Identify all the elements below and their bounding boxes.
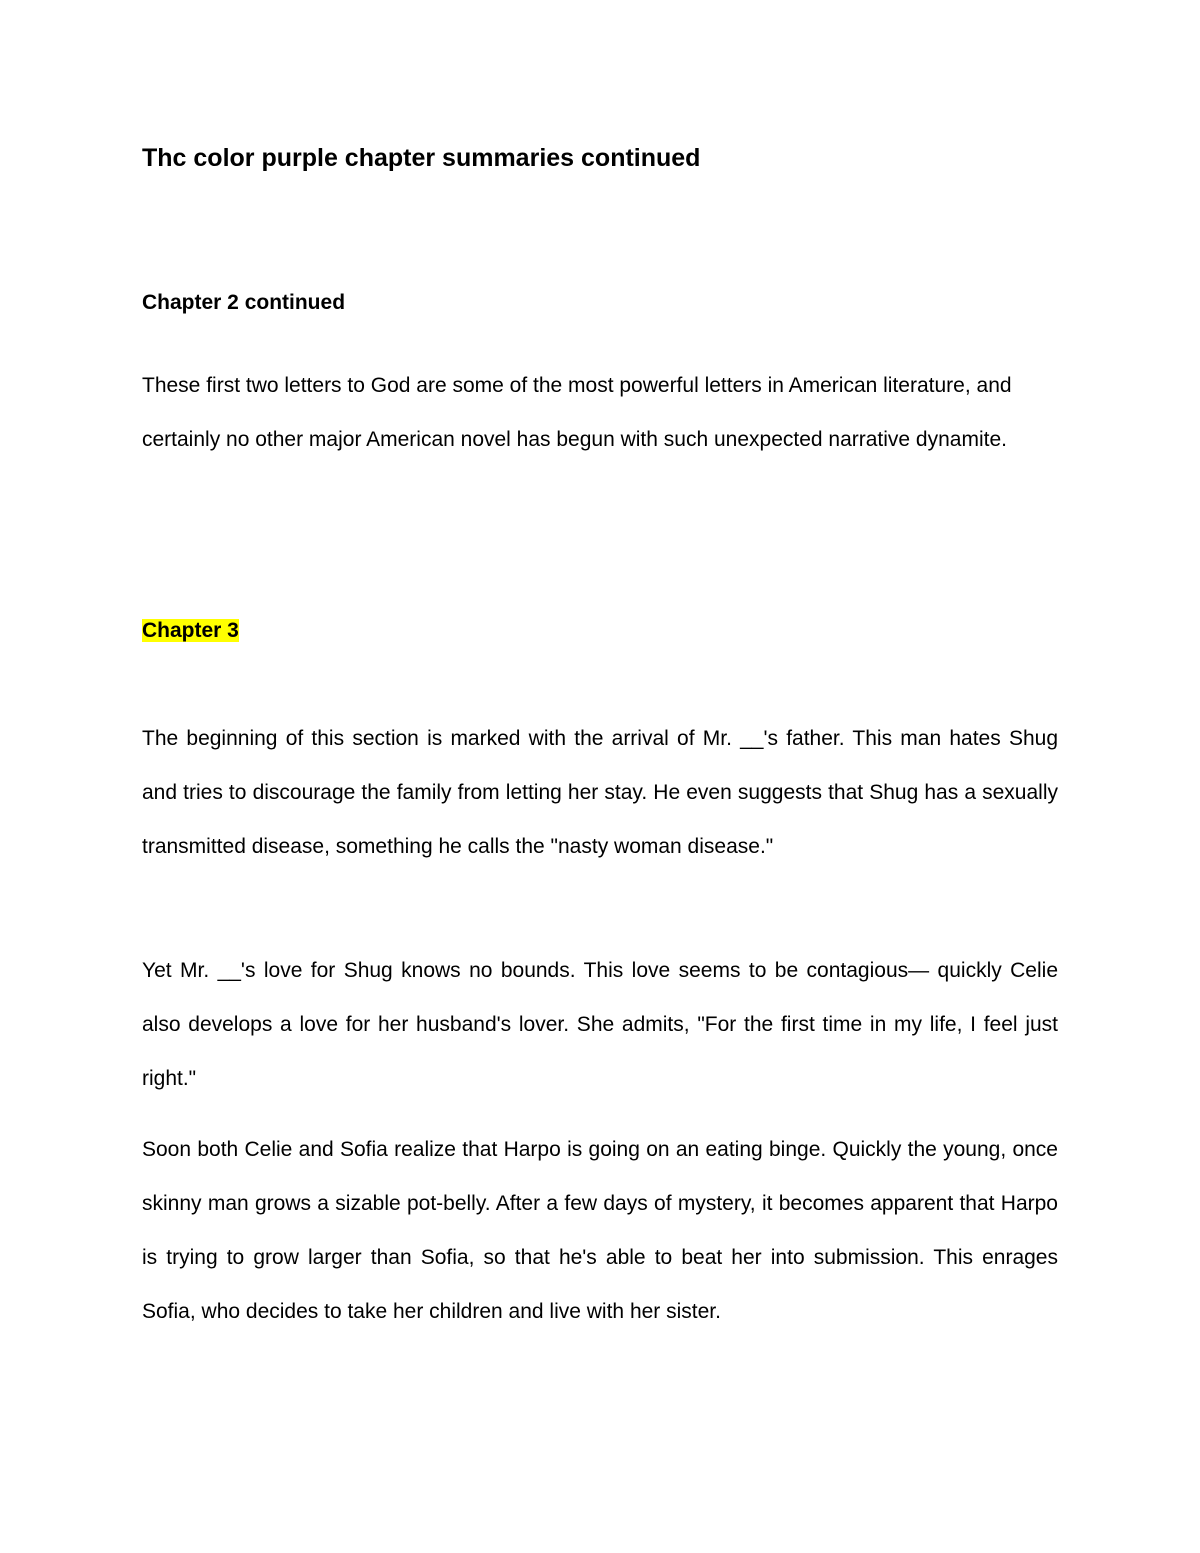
paragraph-chapter-2-1: These first two letters to God are some of the most powerful letters in American literature, and certainly no other major American novel has begun with such unexpected narrative dynamite. bbox=[142, 374, 1012, 451]
section-heading-chapter-3: Chapter 3 bbox=[142, 619, 239, 642]
paragraph-chapter-3-3: Soon both Celie and Sofia realize that Harpo is going on an eating binge. Quickly the young, once skinny man grows a sizable pot-belly. After a few days of mystery, it becomes apparent that Harpo is trying to grow larger than Sofia, so that he's able to beat her into submission. This enrages Sofia, who decides to take her children and live with her sister. bbox=[142, 1138, 1058, 1323]
paragraph-chapter-3-1: The beginning of this section is marked with the arrival of Mr. __'s father. This man hates Shug and tries to discourage the family from letting her stay. He even suggests that Shug has a sexually transmitted disease, something he calls the "nasty woman disease." bbox=[142, 727, 1058, 858]
section-heading-chapter-2-continued: Chapter 2 continued bbox=[142, 291, 346, 314]
document-title: Thc color purple chapter summaries continued bbox=[142, 144, 701, 172]
paragraph-chapter-3-2: Yet Mr. __'s love for Shug knows no bounds. This love seems to be contagious— quickly Celie also develops a love for her husband's lover. She admits, "For the first time in my life, I feel just right." bbox=[142, 959, 1058, 1090]
section-heading-chapter-3-wrapper bbox=[142, 616, 239, 646]
